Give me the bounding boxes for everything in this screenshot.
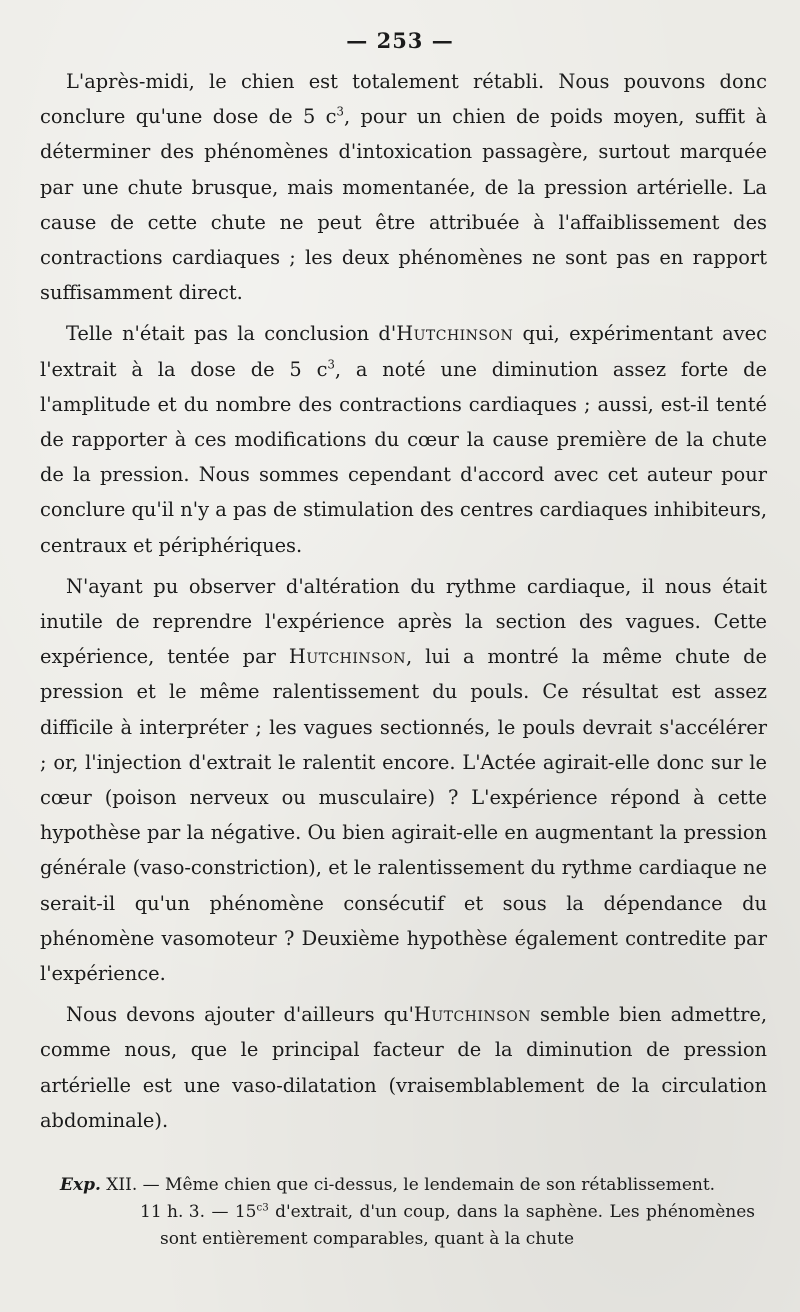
paragraph-2 — [40, 316, 767, 562]
body-text — [40, 64, 767, 1144]
paragraph-4-text-b: semble bien admettre, comme nous, que le principal facteur de la diminution de pression artérielle est une vaso-dilatation (vraisemblablement de la circulation abdominale). — [40, 1003, 767, 1132]
superscript-cube: 3 — [327, 357, 335, 372]
experiment-dose: — 15 — [205, 1202, 257, 1222]
experiment-note — [40, 1172, 755, 1253]
paragraph-1-text-a: L'après-midi, le chien est totalement rétabli. Nous pouvons donc conclure qu'une dose de 5 c — [40, 70, 767, 129]
page-number: — 253 — — [346, 28, 454, 53]
author-name: Hutchinson — [396, 322, 514, 346]
experiment-entry — [40, 1199, 755, 1253]
paragraph-4 — [40, 997, 767, 1138]
paragraph-1-text-b: , pour un chien de poids moyen, suffit à déterminer des phénomènes d'intoxication passagère, surtout marquée par une chute brusque, mais momentanée, de la pression artérielle. La cause de cette chute ne peut être attribuée à l'affaiblissement des contractions cardiaques ; les deux phénomènes ne sont pas en rapport suffisamment direct. — [40, 105, 768, 305]
paragraph-4-text-a: Nous devons ajouter d'ailleurs qu' — [66, 1003, 414, 1027]
experiment-description: XII. — Même chien que ci-dessus, le lendemain de son rétablissement. — [100, 1175, 716, 1195]
experiment-entry-text: d'extrait, d'un coup, dans la saphène. Les phénomènes sont entièrement comparables, quant à la chute — [160, 1202, 755, 1249]
superscript-unit: c3 — [256, 1202, 269, 1214]
author-name: Hutchinson — [413, 1003, 531, 1027]
paragraph-2-text-c: , a noté une diminution assez forte de l'amplitude et du nombre des contractions cardiaques ; aussi, est-il tenté de rapporter à ces modifications du cœur la cause première de la chute de la pression. Nous sommes cependant d'accord avec cet auteur pour conclure qu'il n'y a pas de stimulation des centres cardiaques inhibiteurs, centraux et périphériques. — [40, 357, 767, 557]
paragraph-3 — [40, 569, 767, 991]
author-name: Hutchinson — [288, 645, 406, 669]
paragraph-3-text-b: , lui a montré la même chute de pression et le même ralentissement du pouls. Ce résultat est assez difficile à interpréter ; les vagues sectionnés, le pouls devrait s'accélérer ; or, l'injection d'extrait le ralentit encore. L'Actée agirait-elle donc sur le cœur (poison nerveux ou musculaire) ? L'expérience répond à cette hypothèse par la négative. Ou bien agirait-elle en augmentant la pression générale (vaso-constriction), et le ralentissement du rythme cardiaque ne serait-il qu'un phénomène consécutif et sous la dépendance du phénomène vasomoteur ? Deuxième hypothèse également contredite par l'expérience. — [40, 645, 767, 986]
superscript-cube: 3 — [336, 104, 344, 119]
paragraph-1 — [40, 64, 767, 310]
paragraph-3-text-a: N'ayant pu observer d'altération du rythme cardiaque, il nous était inutile de reprendre l'expérience après la section des vagues. Cette expérience, tentée par — [40, 574, 767, 669]
experiment-heading — [40, 1172, 755, 1199]
paragraph-2-text-b: qui, expérimentant avec l'extrait à la dose de 5 c — [40, 322, 767, 381]
experiment-time: 11 h. 3. — [140, 1202, 206, 1222]
paragraph-2-text-a: Telle n'était pas la conclusion d' — [66, 322, 397, 346]
experiment-label: Exp. — [60, 1175, 101, 1195]
